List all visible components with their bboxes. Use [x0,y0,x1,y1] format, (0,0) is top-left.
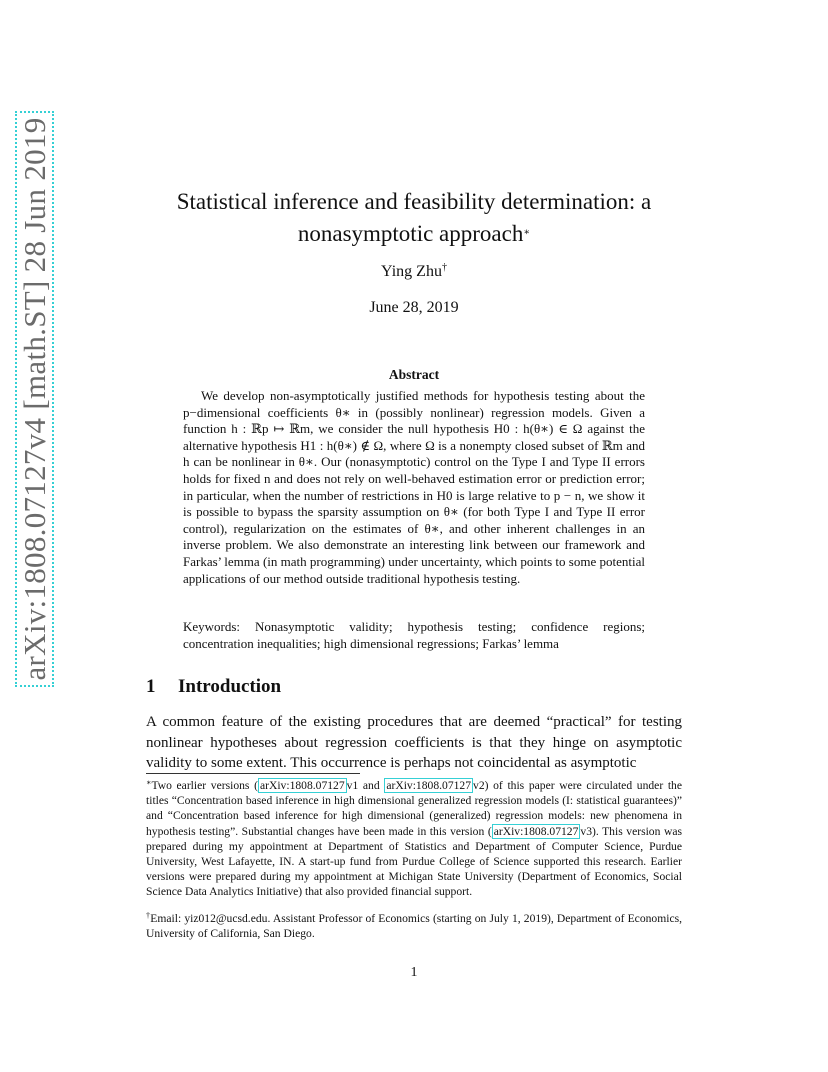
title-footnote-mark: ∗ [523,227,531,238]
keywords: Keywords: Nonasymptotic validity; hypothesis testing; confidence regions; concentration inequalities; high dimensional regressions; Farkas’ lemma [183,619,645,651]
footnote-2-text: Email: yiz012@ucsd.edu. Assistant Professor of Economics (starting on July 1, 2019), Department of Economics, University of California, San Diego. [146,912,683,941]
arxiv-link-v1[interactable]: arXiv:1808.07127 [259,779,345,792]
arxiv-stamp [16,39,54,759]
paper-date: June 28, 2019 [369,299,459,316]
author-name [0,263,828,281]
section-number: 1 [146,676,156,697]
abstract-heading: Abstract [388,367,440,382]
author-footnote-mark: † [441,262,447,273]
footnote-2-mark: † [146,911,151,920]
footnote-1-mark: ∗ [146,778,152,787]
section-body-text: A common feature of the existing procedures that are deemed “practical” for testing nonlinear hypotheses about regression coefficients is that they hinge on asymptotic validity to some extent. This occurrence is perhaps not coincidental as asymptotic [146,714,682,771]
arxiv-link-v2[interactable]: arXiv:1808.07127 [386,779,472,792]
footnote-2 [146,911,682,941]
paper-title [140,186,688,250]
section-title: Introduction [178,676,282,697]
footnote-1-text-b: v1 and [346,779,385,792]
footnote-1-text-c: v2) of this paper were circulated under the titles “Concentration based inference in high dimensional generalized regression models (I: statistical guarantees)” and “Concentration based inference for high dimensional (generalized) regression models: new phenomena in hypothesis testing”. Substantial changes have been made in this version ( [146,779,682,838]
author-text: Ying Zhu [381,263,442,280]
page-number: 1 [410,965,418,980]
section-heading [146,676,281,698]
arxiv-stamp-label: arXiv:1808.07127v4 [math.ST] 28 Jun 2019 [15,111,54,686]
title-line-2: nonasymptotic approach [297,221,524,246]
abstract-text: We develop non-asymptotically justified methods for hypothesis testing about the p−dimensional coefficients θ∗ in (possibly nonlinear) regression models. Given a function h : ℝp ↦ ℝm, we consider the null hypothesis H0 : h(θ∗) ∈ Ω against the alternative hypothesis H1 : h(θ∗) ∉ Ω, where Ω is a nonempty closed subset of ℝm and h can be nonlinear in θ∗. Our (nonasymptotic) control on the Type I and Type II errors holds for fixed n and does not rely on well-behaved estimation error or prediction error; in particular, when the number of restrictions in H0 is large relative to p − n, we show it is possible to bypass the sparsity assumption on θ∗ (for both Type I and Type II error control), regularization on the estimates of θ∗, and other inherent challenges in an inverse problem. We also demonstrate an interesting link between our framework and Farkas’ lemma (in math programming) under uncertainty, which points to some potential applications of our method outside traditional hypothesis testing. [183,388,645,586]
footnote-1-text-a: Two earlier versions ( [151,779,258,792]
footnote-divider [146,773,360,774]
arxiv-link-v3[interactable]: arXiv:1808.07127 [493,824,579,838]
title-line-1: Statistical inference and feasibility determination: a [176,189,652,214]
abstract-body [183,388,645,587]
footnote-1 [146,778,682,900]
footnote-1-text-d: v3). This version was prepared during my appointment at Department of Statistics and Department of Computer Science, Purdue University, West Lafayette, IN. A start-up fund from Purdue College of Science supported this research. Earlier versions were prepared during my appointment at Michigan State University (Department of Economics, Social Science Data Analytics Initiative) that also provided financial support. [146,824,682,899]
